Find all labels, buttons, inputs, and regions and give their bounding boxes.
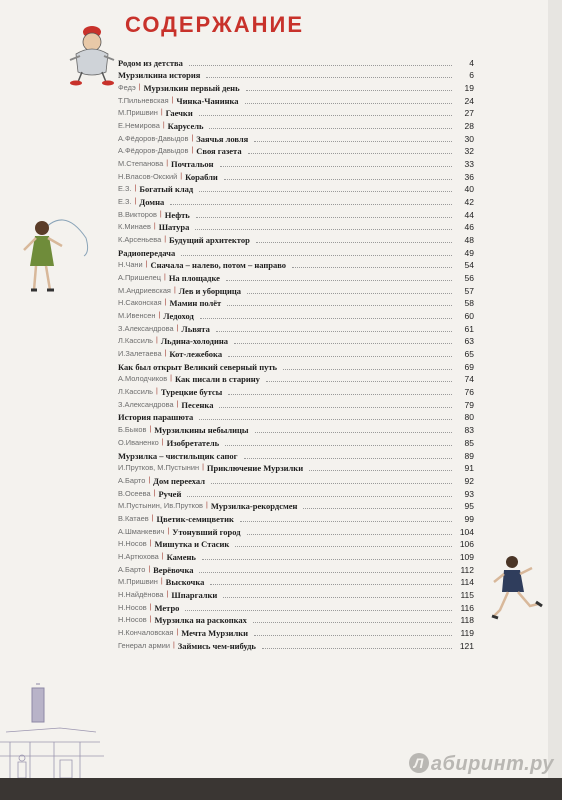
toc-entry-page: 69 [464,361,474,372]
toc-entry-leader [185,610,452,611]
toc-entry-title: Карусель [167,121,204,132]
toc-entry-separator: | [156,337,158,345]
toc-entry-page: 109 [459,551,474,562]
toc-entry-leader [225,445,452,446]
toc-entry-separator: | [172,641,175,649]
toc-entry-title: Мурзилкин первый день [143,83,240,94]
toc-entry-title: Мурзилкины небылицы [154,425,249,436]
toc-entry-leader [220,166,453,167]
toc-entry-title: Приключение Мурзилки [206,463,304,474]
toc-entry-title: Радиопередача [118,247,176,258]
toc-entry-page: 54 [464,260,474,271]
toc-entry-page: 79 [464,399,474,410]
watermark-text: абиринт.ру [430,753,554,775]
toc-entry [118,144,474,157]
toc-entry-title: Мурзилка на раскопках [154,615,247,626]
toc-entry [118,93,474,106]
toc-entry-author: Е.З. [118,184,132,194]
toc-entry-title: Своя газета [196,146,242,157]
toc-entry-leader [247,534,452,535]
toc-entry-separator: | [170,375,172,383]
toc-entry-title: Кот-лежебока [169,349,223,360]
toc-entry [118,562,474,575]
toc-entry [118,308,474,321]
toc-entry-title: Нефть [164,209,190,220]
toc-entry-page: 115 [460,589,474,600]
toc-entry [118,245,474,258]
toc-entry-title: Камень [166,551,196,562]
toc-entry-title: Заячья ловля [196,133,249,144]
toc-entry-page: 89 [464,450,474,461]
toc-entry-leader [255,432,452,433]
toc-entry-title: Верёвочка [153,564,194,575]
toc-entry [118,232,474,245]
toc-entry-separator: | [166,590,169,598]
toc-entry-title: Выскочка [165,577,205,588]
toc-entry-page: 65 [464,349,474,360]
toc-entry [118,397,474,410]
toc-entry-title: Ручей [158,488,182,499]
toc-entry [118,270,474,283]
toc-entry-separator: | [156,388,158,396]
toc-entry [118,80,474,93]
toc-entry-title: Почтальон [171,159,214,170]
toc-entry-separator: | [173,286,176,294]
toc-entry [118,575,474,588]
toc-entry-title: Шатура [158,222,190,233]
toc-entry-title: Мишутка и Стасик [154,539,230,550]
toc-entry-page: 121 [459,640,474,651]
toc-entry-title: Корабли [185,171,218,182]
toc-entry-leader [292,267,452,268]
toc-entry-page: 19 [464,83,474,94]
toc-entry-author: А.Барто [118,475,146,485]
toc-entry [118,346,474,359]
toc-entry-leader [200,318,452,319]
toc-entry-page: 30 [464,133,474,144]
toc-entry-page: 104 [459,526,474,537]
toc-entry-title: Изобретатель [166,437,220,448]
toc-entry-leader [199,115,452,116]
toc-entry-title: Как был открыт Великий северный путь [118,361,278,372]
toc-entry-title: Мурзилка-рекордсмен [210,501,298,512]
toc-entry-page: 24 [464,95,474,106]
toc-entry-page: 76 [464,387,474,398]
toc-entry-leader [283,369,452,370]
toc-entry-separator: | [158,312,161,320]
toc-entry-author: К.Минаев [118,222,151,232]
toc-entry-author: Н.Кончаловская [118,627,174,637]
toc-entry-leader [226,280,452,281]
labirint-logo: Л [409,753,429,773]
toc-entry-separator: | [206,502,208,510]
toc-entry-separator: | [160,109,163,117]
toc-entry [118,68,474,81]
toc-entry-page: 40 [464,184,474,195]
toc-entry-separator: | [138,84,141,92]
toc-entry-title: Турецкие бутсы [160,387,223,398]
toc-entry-author: Н.Власов-Окский [118,171,178,181]
toc-entry-author: А.Фёдоров-Давыдов [118,146,189,156]
toc-entry-title: Займись чем-нибудь [177,640,256,651]
table-surface [0,778,562,800]
toc-entry-title: Мурзилка – чистильщик сапог [118,450,238,461]
toc-entry-leader [195,229,452,230]
toc-entry [118,283,474,296]
toc-entry-separator: | [145,261,148,269]
toc-entry-title: Будущий архитектор [169,235,250,246]
toc-entry-separator: | [160,578,163,586]
toc-entry-leader [181,255,452,256]
toc-entry [118,55,474,68]
toc-entry-leader [187,496,452,497]
toc-entry-page: 93 [464,488,474,499]
toc-entry-leader [199,419,452,420]
toc-entry-leader [254,635,452,636]
toc-entry-title: Домна [139,197,165,208]
toc-entry-author: М.Пришвин [118,577,158,587]
toc-entry-author: В.Катаев [118,513,149,523]
toc-entry-title: Богатый клад [139,184,194,195]
toc-entry-author: Е.Немирова [118,121,160,131]
toc-entry-separator: | [149,426,152,434]
toc-entry-title: Как писали в старину [175,374,260,385]
toc-entry-page: 85 [464,437,474,448]
toc-entry-page: 42 [464,197,474,208]
toc-entry-separator: | [164,299,167,307]
toc-entry [118,435,474,448]
toc-entry-page: 56 [464,273,474,284]
toc-entry-leader [196,217,452,218]
toc-entry-separator: | [151,514,154,522]
toc-entry-separator: | [191,134,194,142]
toc-entry-separator: | [148,476,151,484]
toc-entry-title: Родом из детства [118,57,183,68]
toc-entry [118,524,474,537]
toc-entry-author: Н.Саконская [118,298,162,308]
toc-entry [118,194,474,207]
toc-entry-separator: | [149,603,152,611]
toc-entry-author: М.Степанова [118,159,164,169]
toc-entry-author: А.Барто [118,564,146,574]
toc-entry-title: Мамин полёт [169,298,222,309]
toc-entry-separator: | [161,552,164,560]
toc-entry [118,321,474,334]
toc-entry-author: А.Пришелец [118,273,161,283]
toc-entry-separator: | [161,438,164,446]
toc-entry-separator: | [167,527,170,535]
toc-entry-leader [235,546,452,547]
toc-entry-leader [244,458,452,459]
toc-entry-separator: | [176,324,179,332]
toc-entry-leader [228,356,452,357]
toc-entry-page: 95 [464,501,474,512]
toc-entry-separator: | [171,96,174,104]
toc-entry-title: Шпаргалки [171,589,218,600]
toc-entry-title: Ледоход [163,311,194,322]
toc-entry-title: Сначала – налево, потом – направо [150,260,287,271]
toc-entry-separator: | [134,198,137,206]
toc-entry-author: А.Фёдоров-Давыдов [118,133,189,143]
toc-entry-author: Н.Чани [118,260,143,270]
toc-entry-author: Федэ [118,83,136,93]
toc-entry-page: 74 [464,374,474,385]
toc-entry-leader [228,394,452,395]
toc-entry-title: Лев и уборщица [178,285,242,296]
toc-entry [118,511,474,524]
toc-entry-leader [303,508,452,509]
toc-entry-title: Льдина-холодина [160,336,229,347]
toc-entry-title: Дом переехал [153,475,205,486]
toc-entry-leader [216,331,452,332]
toc-entry-author: Н.Носов [118,615,147,625]
toc-entry-separator: | [153,489,156,497]
toc-entry-separator: | [164,236,167,244]
toc-entry-separator: | [180,172,183,180]
toc-entry-leader [234,343,452,344]
toc-entry-leader [202,559,452,560]
toc-entry-leader [262,648,452,649]
toc-entry [118,625,474,638]
toc-entry-author: И.Прутков, М.Пустынин [118,463,200,473]
toc-entry [118,410,474,423]
toc-entry-page: 99 [464,513,474,524]
toc-entry-leader [219,407,452,408]
toc-entry [118,638,474,651]
toc-entry-page: 46 [464,222,474,233]
toc-entry-page: 49 [464,247,474,258]
toc-entry [118,600,474,613]
toc-entry-author: Н.Носов [118,539,147,549]
toc-entry-page: 44 [464,209,474,220]
toc-entry [118,169,474,182]
toc-entry-leader [253,622,452,623]
toc-entry-leader [266,381,452,382]
running-boy-illustration [490,552,550,626]
toc-entry-author: З.Александрова [118,323,174,333]
toc-entry-author: М.Пришвин [118,108,158,118]
toc-entry [118,207,474,220]
toc-entry-author: К.Арсеньева [118,235,162,245]
toc-entry [118,334,474,347]
toc-entry-page: 4 [469,57,474,68]
toc-entry-page: 60 [464,311,474,322]
toc-entry [118,182,474,195]
toc-entry-leader [199,191,452,192]
toc-entry-page: 36 [464,171,474,182]
toc-entry [118,587,474,600]
toc-entry-page: 80 [464,412,474,423]
toc-entry-leader [223,597,452,598]
toc-entry-separator: | [166,160,169,168]
toc-entry-author: Генерал армии [118,640,170,650]
toc-entry [118,537,474,550]
toc-entry-page: 91 [464,463,474,474]
toc-entry-page: 119 [460,627,474,638]
toc-entry-author: Н.Артюхова [118,551,159,561]
toc-entry-title: Метро [154,602,180,613]
girl-with-jump-rope-illustration [18,212,100,302]
toc-entry-author: Н.Носов [118,602,147,612]
toc-entry-separator: | [148,565,151,573]
toc-entry-separator: | [176,400,179,408]
toc-entry-author: М.Пустынин, Ив.Прутков [118,501,203,511]
toc-entry-page: 6 [469,70,474,81]
toc-entry-leader [309,470,452,471]
toc-entry-title: Цветик-семицветик [156,513,234,524]
toc-entry-title: Мечта Мурзилки [181,627,249,638]
toc-entry-leader [256,242,452,243]
toc-entry-page: 112 [460,564,474,575]
toc-entry-page: 27 [464,108,474,119]
toc-entry-leader [246,90,452,91]
toc-entry-page: 32 [464,146,474,157]
toc-entry-author: Б.Быков [118,425,147,435]
toc-entry-author: Т.Пильневская [118,95,169,105]
toc-entry-leader [224,179,452,180]
toc-entry [118,359,474,372]
page-title: СОДЕРЖАНИЕ [125,12,305,37]
toc-entry [118,131,474,144]
toc-entry-separator: | [159,210,162,218]
toc-entry-separator: | [163,274,166,282]
toc-entry-separator: | [164,350,167,358]
metro-sketch-illustration [0,682,110,782]
toc-entry-title: Гаечки [165,108,193,119]
toc-entry-page: 118 [460,615,474,626]
toc-entry-separator: | [149,616,152,624]
toc-entry-leader [209,128,452,129]
toc-entry-separator: | [202,464,204,472]
toc-entry-author: З.Александрова [118,399,174,409]
watermark [409,753,554,776]
toc-entry-author: М.Ивенсен [118,311,156,321]
toc-entry [118,461,474,474]
toc-entry-separator: | [149,540,152,548]
toc-entry-leader [211,483,452,484]
toc-entry-author: В.Осеева [118,488,151,498]
toc-entry-leader [206,77,452,78]
toc-entry-author: Е.З. [118,197,132,207]
toc-entry-author: А.Молодчиков [118,374,168,384]
page-edge [548,0,562,800]
toc-entry [118,448,474,461]
toc-entry [118,118,474,131]
toc-entry [118,220,474,233]
toc-entry-author: Л.Кассиль [118,387,154,397]
toc-entry [118,422,474,435]
toc-entry [118,499,474,512]
toc-entry-leader [210,584,452,585]
toc-entry [118,613,474,626]
toc-entry [118,473,474,486]
toc-entry-title: На площадке [168,273,220,284]
toc-entry-leader [254,141,452,142]
murzilka-illustration [62,20,120,86]
toc-entry-page: 106 [459,539,474,550]
toc-entry-page: 58 [464,298,474,309]
toc-entry-page: 92 [464,475,474,486]
toc-entry-page: 48 [464,235,474,246]
toc-entry-separator: | [134,185,137,193]
toc-entry-leader [248,153,452,154]
toc-entry [118,372,474,385]
toc-entry-author: Н.Найдёнова [118,589,164,599]
toc-entry-title: Чинка-Чанинка [176,95,239,106]
toc-entry-page: 63 [464,336,474,347]
toc-entry-separator: | [176,628,179,636]
toc-entry-leader [199,572,452,573]
toc-entry-leader [170,204,452,205]
toc-entry-separator: | [162,122,165,130]
toc-entry [118,296,474,309]
toc-entry [118,486,474,499]
toc-entry-page: 116 [460,602,474,613]
toc-entry-title: Утонувший город [172,526,241,537]
toc-entry-page: 33 [464,159,474,170]
table-of-contents [118,55,474,651]
toc-entry-title: Львята [181,323,210,334]
toc-entry [118,549,474,562]
toc-entry-page: 61 [464,323,474,334]
toc-entry-page: 83 [464,425,474,436]
toc-entry-page: 28 [464,121,474,132]
toc-entry-title: История парашюта [118,412,194,423]
toc-entry-title: Песенка [181,399,214,410]
toc-entry-page: 114 [460,577,474,588]
toc-entry-separator: | [153,223,156,231]
toc-entry-page: 57 [464,285,474,296]
toc-entry-author: В.Викторов [118,209,157,219]
toc-entry-author: А.Шманкевич [118,526,165,536]
toc-entry-leader [247,293,452,294]
toc-entry-leader [245,103,452,104]
toc-entry-author: М.Андриевская [118,285,171,295]
toc-entry-leader [240,521,452,522]
toc-entry-leader [227,305,452,306]
toc-entry [118,384,474,397]
toc-entry [118,258,474,271]
toc-entry [118,106,474,119]
toc-entry-separator: | [191,147,194,155]
toc-entry-title: Мурзилкина история [118,70,201,81]
toc-entry [118,156,474,169]
toc-entry-leader [189,65,452,66]
toc-entry-author: О.Иваненко [118,437,159,447]
toc-entry-author: Л.Кассиль [118,336,154,346]
toc-entry-author: И.Залетаева [118,349,162,359]
